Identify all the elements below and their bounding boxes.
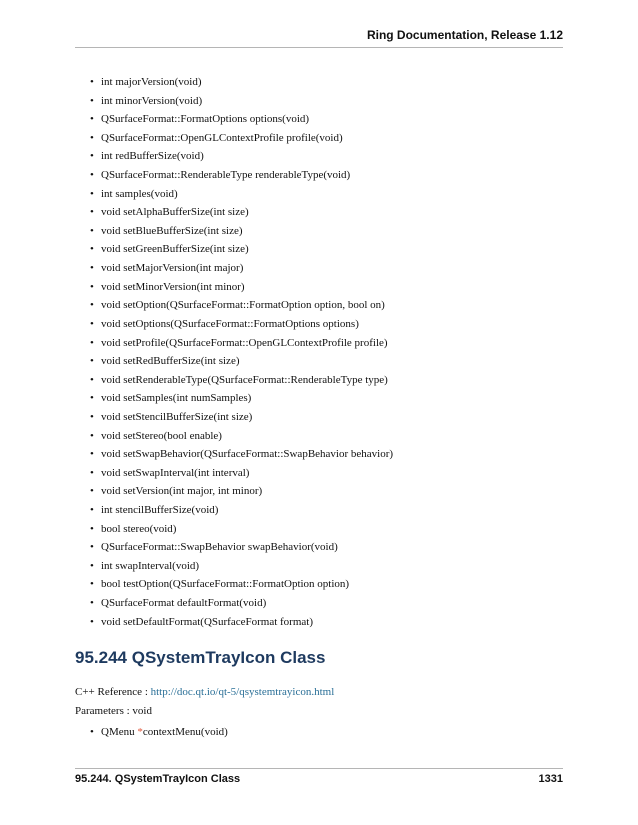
method-signature: void setVersion(int major, int minor)	[101, 485, 263, 498]
list-item	[75, 594, 563, 613]
method-signature: void setDefaultFormat(QSurfaceFormat format)	[101, 615, 313, 628]
page-content	[75, 73, 563, 742]
list-item	[75, 408, 563, 427]
method-signature: void setSwapBehavior(QSurfaceFormat::SwapBehavior behavior)	[101, 448, 394, 461]
method-signature: void setBlueBufferSize(int size)	[101, 224, 243, 237]
section-heading: 95.244 QSystemTrayIcon Class	[75, 648, 326, 668]
bullet-icon: •	[90, 726, 94, 739]
method-suffix: contextMenu(void)	[142, 726, 228, 739]
bullet-icon: •	[90, 94, 94, 107]
method-signature: void setStereo(bool enable)	[101, 429, 222, 442]
bullet-icon: •	[90, 336, 94, 349]
bullet-icon: •	[90, 317, 94, 330]
page-number: 1331	[538, 773, 563, 785]
list-item	[75, 501, 563, 520]
list-item	[75, 259, 563, 278]
list-item	[75, 557, 563, 576]
bullet-icon: •	[90, 262, 94, 275]
bullet-icon: •	[90, 485, 94, 498]
bullet-icon: •	[90, 392, 94, 405]
bullet-icon: •	[90, 578, 94, 591]
method-signature: QSurfaceFormat defaultFormat(void)	[101, 597, 267, 610]
cpp-reference-label: C++ Reference :	[75, 686, 151, 699]
list-item	[75, 110, 563, 129]
bullet-icon: •	[90, 466, 94, 479]
pointer-star: *	[137, 726, 143, 739]
bullet-icon: •	[90, 150, 94, 163]
bullet-icon: •	[90, 504, 94, 517]
list-item	[75, 166, 563, 185]
method-signature: int stencilBufferSize(void)	[101, 504, 219, 517]
bullet-icon: •	[90, 615, 94, 628]
list-item	[75, 613, 563, 632]
bullet-icon: •	[90, 299, 94, 312]
list-item	[75, 575, 563, 594]
list-item	[75, 371, 563, 390]
bullet-icon: •	[90, 131, 94, 144]
bullet-icon: •	[90, 206, 94, 219]
list-item	[75, 315, 563, 334]
method-signature: void setGreenBufferSize(int size)	[101, 243, 249, 256]
method-prefix: QMenu	[101, 726, 138, 739]
method-signature: void setSamples(int numSamples)	[101, 392, 252, 405]
list-item	[75, 482, 563, 501]
list-item	[75, 147, 563, 166]
method-signature: void setOptions(QSurfaceFormat::FormatOptions options)	[101, 317, 359, 330]
list-item	[75, 334, 563, 353]
method-signature: void setOption(QSurfaceFormat::FormatOption option, bool on)	[101, 299, 385, 312]
list-item	[75, 464, 563, 483]
method-signature: QSurfaceFormat::FormatOptions options(void)	[101, 113, 310, 126]
method-signature: void setRenderableType(QSurfaceFormat::RenderableType type)	[101, 373, 388, 386]
bullet-icon: •	[90, 522, 94, 535]
method-signature: void setMajorVersion(int major)	[101, 262, 244, 275]
section-method-list	[75, 723, 563, 742]
method-signature: int redBufferSize(void)	[101, 150, 204, 163]
method-signature: int samples(void)	[101, 187, 178, 200]
bullet-icon: •	[90, 373, 94, 386]
footer-section-title: 95.244. QSystemTrayIcon Class	[75, 773, 241, 785]
list-item	[75, 723, 563, 742]
list-item	[75, 92, 563, 111]
section-meta	[75, 683, 563, 721]
bullet-icon: •	[90, 169, 94, 182]
bullet-icon: •	[90, 559, 94, 572]
list-item	[75, 445, 563, 464]
parameters-line: Parameters : void	[75, 705, 152, 718]
list-item	[75, 240, 563, 259]
list-item	[75, 129, 563, 148]
list-item	[75, 185, 563, 204]
bullet-icon: •	[90, 243, 94, 256]
bullet-icon: •	[90, 597, 94, 610]
cpp-reference-line	[75, 683, 563, 702]
method-signature: void setRedBufferSize(int size)	[101, 355, 240, 368]
list-item	[75, 352, 563, 371]
bullet-icon: •	[90, 187, 94, 200]
bullet-icon: •	[90, 541, 94, 554]
bullet-icon: •	[90, 280, 94, 293]
bullet-icon: •	[90, 410, 94, 423]
method-signature: int majorVersion(void)	[101, 76, 202, 88]
bullet-icon: •	[90, 113, 94, 126]
list-item	[75, 222, 563, 241]
list-item	[75, 427, 563, 446]
method-signature: int swapInterval(void)	[101, 559, 200, 572]
bullet-icon: •	[90, 429, 94, 442]
method-signature: QSurfaceFormat::OpenGLContextProfile profile(void)	[101, 131, 343, 144]
method-signature: void setStencilBufferSize(int size)	[101, 410, 253, 423]
bullet-icon: •	[90, 355, 94, 368]
running-header: Ring Documentation, Release 1.12	[366, 28, 563, 42]
list-item	[75, 278, 563, 297]
method-signature: void setSwapInterval(int interval)	[101, 466, 250, 479]
method-signature: void setAlphaBufferSize(int size)	[101, 206, 249, 219]
cpp-reference-link[interactable]: http://doc.qt.io/qt-5/qsystemtrayicon.html	[150, 686, 335, 699]
list-item	[75, 538, 563, 557]
footer-rule	[75, 768, 563, 769]
list-item	[75, 73, 563, 92]
method-signature: bool testOption(QSurfaceFormat::FormatOption option)	[101, 578, 350, 591]
method-signature: QSurfaceFormat::RenderableType renderableType(void)	[101, 169, 351, 182]
list-item	[75, 389, 563, 408]
method-signature: bool stereo(void)	[101, 522, 177, 535]
method-signature: int minorVersion(void)	[101, 94, 203, 107]
method-list	[75, 73, 563, 631]
method-signature: void setMinorVersion(int minor)	[101, 280, 245, 293]
list-item	[75, 203, 563, 222]
bullet-icon: •	[90, 448, 94, 461]
bullet-icon: •	[90, 76, 94, 88]
bullet-icon: •	[90, 224, 94, 237]
method-signature: QSurfaceFormat::SwapBehavior swapBehavior(void)	[101, 541, 338, 554]
header-rule	[75, 47, 563, 48]
method-signature: void setProfile(QSurfaceFormat::OpenGLContextProfile profile)	[101, 336, 388, 349]
list-item	[75, 296, 563, 315]
list-item	[75, 520, 563, 539]
